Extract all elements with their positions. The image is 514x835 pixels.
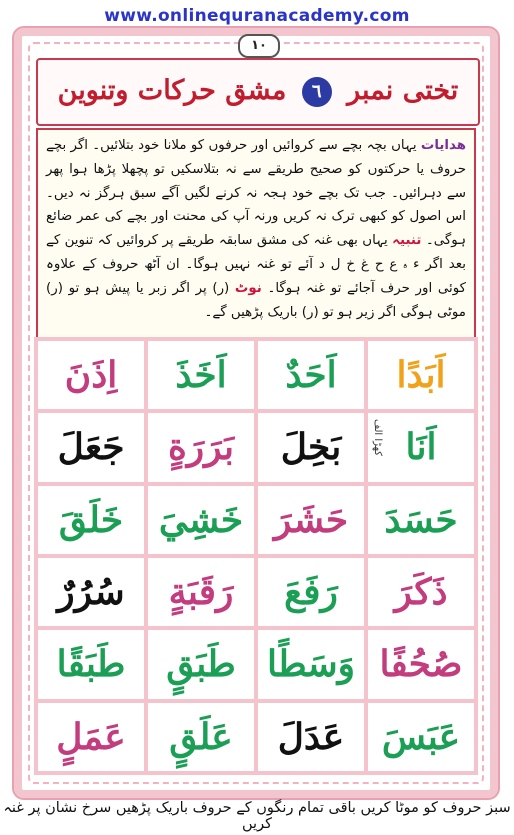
word-cell (368, 341, 474, 409)
arabic-word (159, 499, 243, 541)
word-cell (368, 413, 474, 481)
arabic-word (380, 643, 463, 685)
arabic-word (274, 499, 348, 541)
arabic-word (59, 499, 123, 541)
arabic-word (406, 426, 437, 468)
arabic-word (394, 571, 447, 613)
word-cell (38, 486, 144, 554)
word-practice-grid (34, 337, 478, 775)
word-cell (148, 341, 254, 409)
word-part: خَلَقَ (58, 498, 124, 541)
arabic-word (166, 643, 236, 685)
instructions-text-3: (ر) پر اگر زبر یا پیش ہو تو (ر) موٹی ہوگی اگر زیر ہو تو (ر) باریک پڑھیں گے۔ (46, 280, 466, 320)
title-box (36, 58, 480, 126)
arabic-word (175, 354, 226, 396)
arabic-word (384, 499, 457, 541)
arabic-word (285, 354, 336, 396)
arabic-word (169, 716, 232, 758)
title-suffix: مشق حرکات وتنوین (57, 75, 287, 106)
word-part: اَبَدًا (396, 354, 446, 397)
word-part: طَبَقًا (56, 643, 126, 686)
word-cell (38, 703, 144, 771)
arabic-word (278, 716, 345, 758)
page-title (38, 66, 478, 116)
word-part: اِذَنَ (64, 354, 118, 397)
word-part: عَلَقٍ (169, 715, 233, 758)
word-cell (258, 558, 364, 626)
note-label: نوٹ (234, 280, 262, 296)
arabic-word (56, 716, 126, 758)
title-prefix: تختی نمبر (347, 75, 459, 106)
word-part: حَشَرَ (273, 498, 349, 541)
word-cell (258, 630, 364, 698)
page-number: ١٠ (238, 34, 280, 58)
word-cell (148, 630, 254, 698)
word-cell (38, 413, 144, 481)
word-part: رَقَبَةٍ (168, 571, 234, 614)
word-part: بَخِلَ (280, 426, 342, 469)
word-part: عَدَلَ (277, 715, 345, 758)
word-cell (38, 341, 144, 409)
arabic-word (281, 426, 342, 468)
arabic-word (58, 426, 125, 468)
word-part: اَنَا (405, 426, 437, 469)
word-part: جَعَلَ (57, 426, 125, 469)
arabic-word (284, 571, 338, 613)
word-part: وَسَطًا (266, 643, 356, 686)
word-cell (258, 703, 364, 771)
arabic-word (65, 354, 117, 396)
word-part: عَبَسَ (381, 715, 461, 758)
word-part: خَشِيَ (158, 498, 244, 541)
arabic-word (169, 571, 234, 613)
word-part: بَرَرَةٍ (167, 426, 235, 469)
word-cell (148, 413, 254, 481)
word-cell (38, 630, 144, 698)
word-cell (148, 703, 254, 771)
word-part: اَخَذَ (175, 354, 227, 397)
instructions-text-1: یہاں بچہ بچے سے کروائیں اور حرفوں کو ملانا خود بتلائیں۔ اگر بچے حروف یا حرکتوں کو صحیح طریقے سے نہ بتلاسکیں تو پچھلا پڑھا ہوا پھر سے دہرائیں۔ جب تک بچے خود ہجہ نہ کرنے لگیں آگے سبق ہرگز نہ دیں۔ اس اصول کو کبھی ترک نہ کریں ورنہ آپ کی محنت اور بچے کی عمر ضائع ہوگی۔ (46, 138, 466, 249)
word-part: حَسَدَ (384, 498, 458, 541)
word-part: رَفَعَ (284, 571, 338, 614)
instructions-label: ھدایات (420, 138, 466, 153)
arabic-word (168, 426, 234, 468)
word-part: ذَكَرَ (394, 571, 448, 614)
word-cell (368, 703, 474, 771)
instructions-text-2: یہاں بھی غنہ کی مشق سابقہ طریقے پر کروائیں کہ تنوین کے بعد اگر ء ﮦ ع ح غ خ ل د آئے تو غنہ نہیں ہوگا۔ ان آٹھ حروف کے علاوہ کوئی اور حرف آجائے تو غنہ ہوگا۔ (46, 233, 466, 296)
website-url: www.onlinequranacademy.com (104, 6, 410, 26)
word-cell (258, 341, 364, 409)
word-cell (148, 558, 254, 626)
arabic-word (267, 643, 355, 685)
word-cell (148, 486, 254, 554)
warning-label: تنبیہ (392, 233, 422, 249)
arabic-word (397, 354, 446, 396)
cell-annotation: کھڑا الف (372, 419, 383, 457)
word-cell (258, 413, 364, 481)
arabic-word (57, 643, 126, 685)
word-cell (368, 486, 474, 554)
arabic-word (57, 571, 124, 613)
instructions-panel (36, 128, 476, 340)
word-part: سُرُرٌ (57, 571, 125, 614)
word-part: طَبَقٍ (166, 643, 236, 686)
word-part: عَمَلٍ (56, 715, 126, 758)
footer-instruction: سبز حروف کو موٹا کریں باقی تمام رنگوں کے حروف باریک پڑھیں سرخ نشان پر غنہ کریں (3, 800, 511, 832)
lesson-number-badge: ٦ (302, 77, 332, 107)
word-part: اَحَدٌ (285, 354, 337, 397)
word-cell (38, 558, 144, 626)
word-part: صُحُفًا (379, 643, 463, 686)
arabic-word (382, 716, 460, 758)
word-cell (258, 486, 364, 554)
word-cell (368, 630, 474, 698)
word-cell (368, 558, 474, 626)
